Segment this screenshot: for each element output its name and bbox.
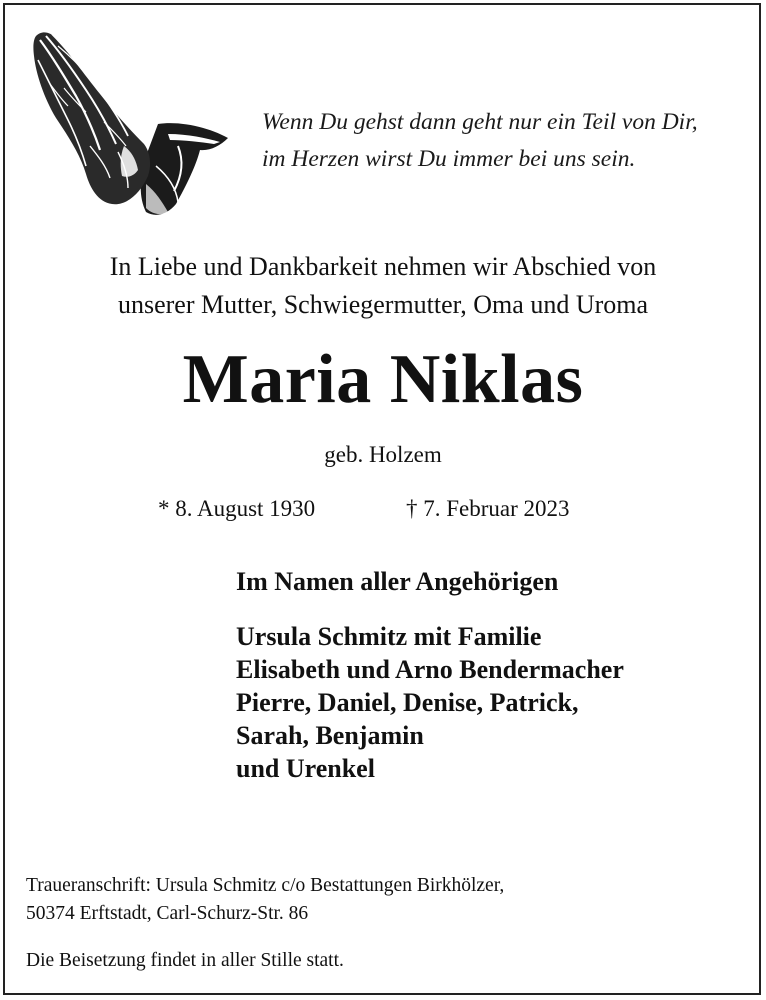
mourners-heading: Im Namen aller Angehörigen — [236, 567, 559, 596]
address-line: Traueranschrift: Ursula Schmitz c/o Bestattungen Birkhölzer, — [26, 875, 505, 896]
praying-hands-icon — [28, 26, 233, 226]
quote-line: im Herzen wirst Du immer bei uns sein. — [262, 146, 636, 172]
mourner-line: Sarah, Benjamin — [236, 721, 424, 750]
deceased-name: Maria Niklas — [182, 341, 584, 418]
quote — [262, 104, 698, 178]
mourners-block — [236, 565, 624, 785]
intro-line: unserer Mutter, Schwiegermutter, Oma und Uroma — [117, 290, 649, 319]
birth-date: * 8. August 1930 — [158, 496, 316, 521]
burial-note: Die Beisetzung findet in aller Stille statt. — [26, 950, 344, 971]
mourner-line: Elisabeth und Arno Bendermacher — [236, 655, 624, 684]
death-date: † 7. Februar 2023 — [406, 496, 570, 521]
mourning-address — [26, 872, 504, 928]
mourner-line: und Urenkel — [236, 754, 375, 783]
intro-text — [0, 248, 766, 324]
mourner-line: Pierre, Daniel, Denise, Patrick, — [236, 688, 579, 717]
intro-line: In Liebe und Dankbarkeit nehmen wir Abschied von — [109, 252, 657, 281]
mourner-line: Ursula Schmitz mit Familie — [236, 622, 542, 651]
quote-line: Wenn Du gehst dann geht nur ein Teil von Dir, — [262, 109, 698, 135]
maiden-name: geb. Holzem — [324, 442, 442, 467]
address-line: 50374 Erftstadt, Carl-Schurz-Str. 86 — [26, 903, 309, 924]
